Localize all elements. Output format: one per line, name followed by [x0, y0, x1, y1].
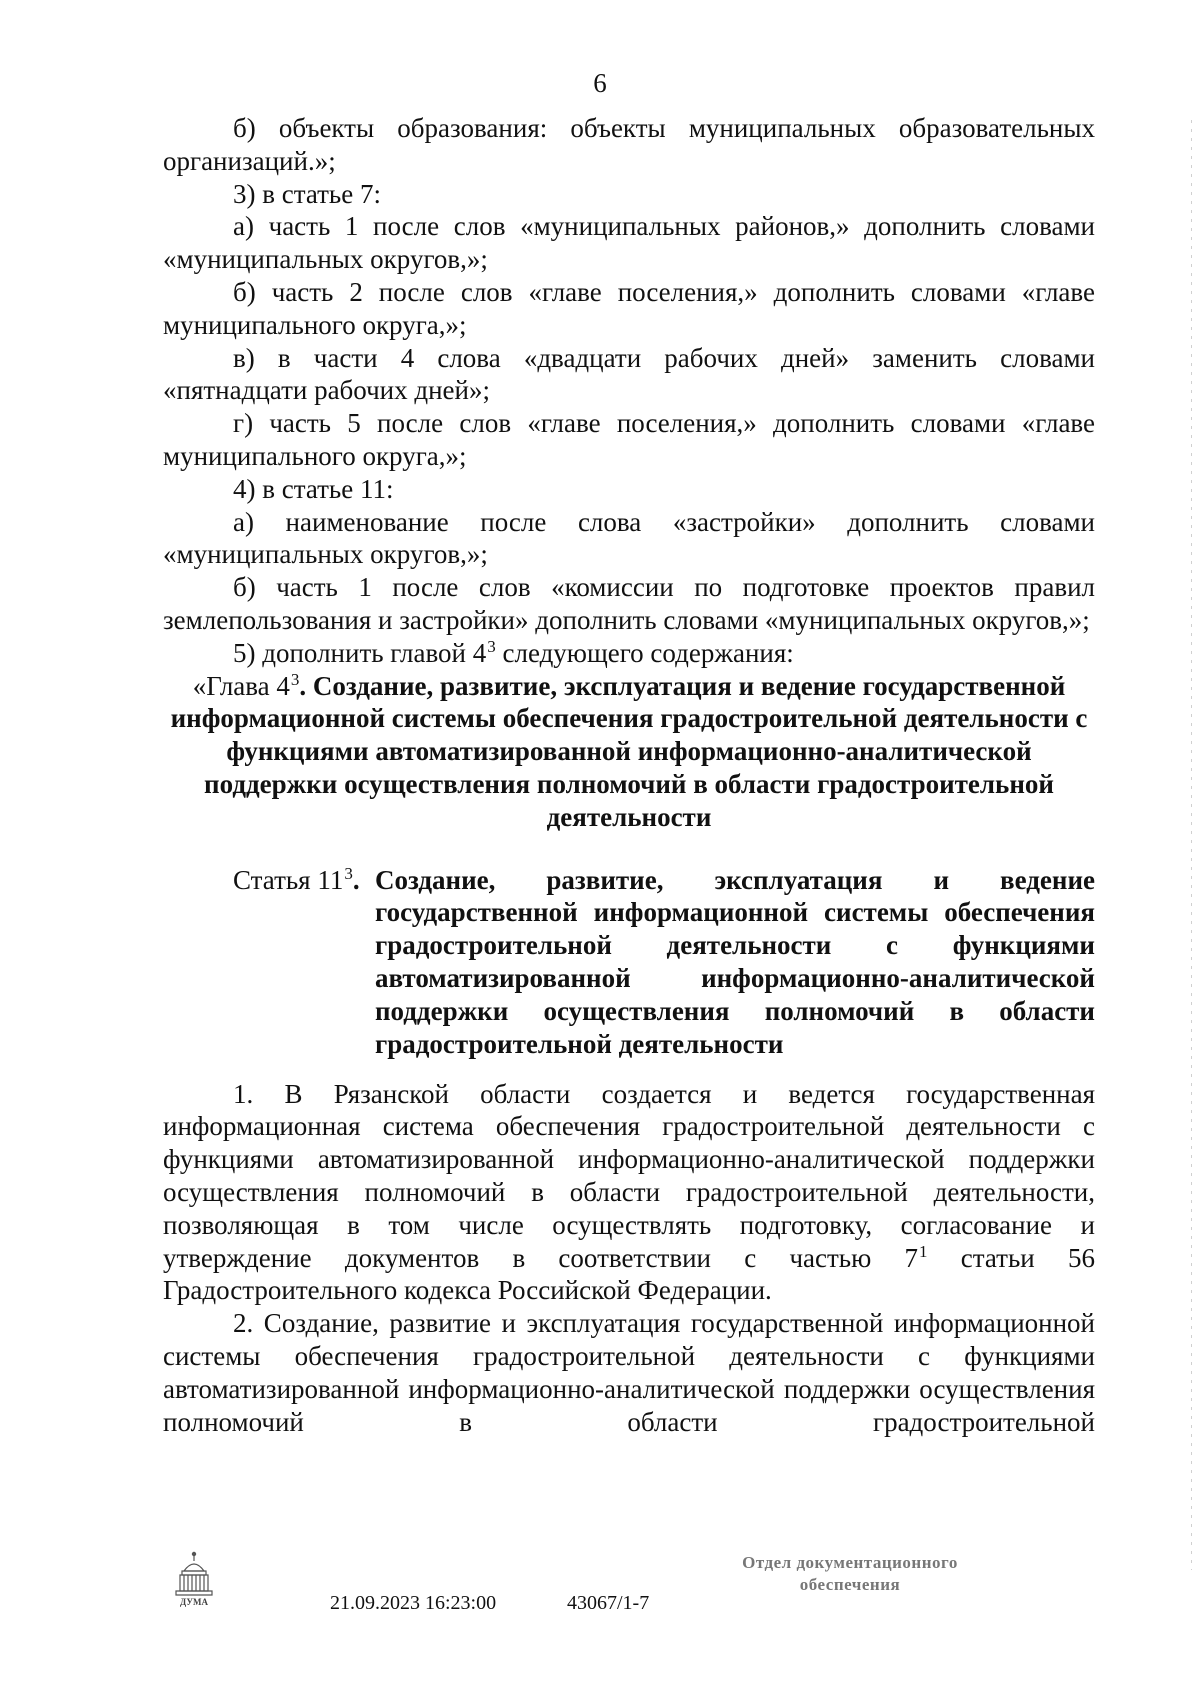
paragraph-5-add-chapter: 5) дополнить главой $4^3$ следующего содержания: — [233, 636, 794, 668]
clause-2: 2. Создание, развитие и эксплуатация государственной информационной системы обеспечения градостроительной деятельности с функциями автоматизированной информационно-аналитической поддержки осуществления полномочий в области градостроительной — [163, 1308, 1095, 1437]
registration-number: 43067/1-7 — [567, 1592, 650, 1614]
chapter-label: «Глава $4^3$. — [192, 669, 307, 701]
duma-logo — [172, 1551, 216, 1609]
article-heading — [163, 864, 1095, 1060]
duma-logo-label: ДУМА — [180, 1597, 208, 1607]
stamp-line-2: обеспечения — [799, 1575, 901, 1594]
paragraph-4b: б) часть 1 после слов «комиссии по подготовке проектов правил землепользования и застройки» дополнить словами «муниципальных округов,»; — [163, 572, 1095, 635]
registration-date: 21.09.2023 16:23:00 — [330, 1592, 497, 1614]
paragraph-3-article7: 3) в статье 7: — [233, 178, 381, 209]
scan-edge-line — [1191, 120, 1192, 1570]
stamp-line-1: Отдел документационного — [742, 1553, 958, 1572]
paragraph-3v: в) в части 4 слова «двадцати рабочих дней» заменить словами «пятнадцати рабочих дней»; — [163, 342, 1095, 406]
article-title: Создание, развитие, эксплуатация и ведение государственной информационной системы обеспечения градостроительной деятельности с функциями автоматизированной информационно-аналитической поддержки осуществления полномочий в области градостроительной деятельности — [375, 864, 1095, 1059]
chapter-title: Создание, развитие, эксплуатация и ведение государственной информационной системы обеспечения градостроительной деятельности с функциями автоматизированной информационно-аналитической поддержки осуществления полномочий в области градостроительной деятельности — [170, 670, 1088, 832]
clause-1: 1. В Рязанской области создается и ведется государственная информационная система обеспечения градостроительной деятельности с функциями автоматизированной информационно-аналитической поддержки осуществления полномочий в области градостроительной деятельности, позволяющая в том числе осуществлять подготовку, согласование и утверждение документов в соответствии с частью $7^1$ статьи 56 Градостроительного кодекса Российской Федерации. — [163, 1078, 1095, 1306]
paragraph-4-article11: 4) в статье 11: — [233, 473, 394, 504]
paragraph-3b: б) часть 2 после слов «главе поселения,» дополнить словами «главе муниципального округа,»; — [163, 276, 1095, 340]
paragraph-3g: г) часть 5 после слов «главе поселения,» дополнить словами «главе муниципального округа,»; — [163, 408, 1095, 471]
paragraph-3a: а) часть 1 после слов «муниципальных районов,» дополнить словами «муниципальных округов,»; — [163, 211, 1095, 275]
chapter-heading — [163, 670, 1095, 834]
page-number: 6 — [593, 68, 607, 98]
paragraph-4a: а) наименование после слова «застройки» дополнить словами «муниципальных округов,»; — [163, 506, 1095, 570]
superscript: 3 — [487, 636, 496, 656]
department-stamp — [700, 1552, 1000, 1596]
document-body — [163, 112, 1095, 1438]
article-label: Статья $11^3$. — [233, 863, 360, 895]
paragraph-b-education: б) объекты образования: объекты муниципальных образовательных организаций.»; — [163, 113, 1095, 176]
